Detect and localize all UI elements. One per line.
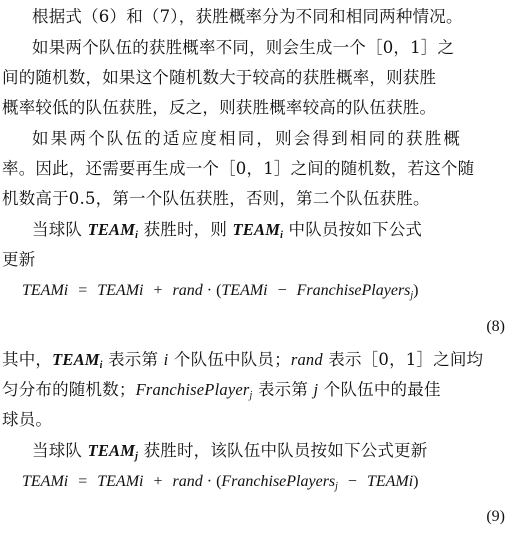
text: 中队员按如下公式: [288, 220, 423, 239]
text: 根据式（6）和（7），获胜概率分为不同和相同两种情况。: [32, 7, 463, 26]
text: 球员。: [2, 410, 53, 429]
text: 更新: [2, 250, 36, 269]
formula-paren: ): [413, 473, 419, 490]
paragraph-6-line-1: [0, 440, 515, 462]
text: 个队伍中队员；: [173, 350, 291, 369]
formula-term: rand: [172, 282, 203, 299]
paragraph-3-line-2: [0, 158, 515, 180]
equation-number-8: (8): [486, 318, 505, 335]
formula-operator: +: [153, 473, 163, 490]
equation-number-9: (9): [486, 508, 505, 525]
formula-term: TEAMi: [97, 473, 144, 490]
paragraph-3-line-3: [0, 188, 515, 210]
paragraph-4-line-2: [0, 249, 515, 271]
formula-operator: =: [78, 473, 88, 490]
team-variable: $TEAM_i$: [232, 220, 284, 241]
formula-operator: −: [347, 473, 357, 490]
team-variable: $TEAM_i$: [87, 220, 139, 241]
paragraph-2-line-1: [0, 37, 515, 59]
text: 表示［0，1］之间均: [328, 350, 484, 369]
formula-term: TEAMi: [22, 282, 69, 299]
formula-term: TEAMi: [97, 282, 144, 299]
formula-term: TEAMi: [221, 282, 268, 299]
text: 当球队: [32, 220, 83, 239]
team-variable: $TEAM_i$: [52, 350, 103, 371]
paragraph-2-line-3: [0, 97, 515, 119]
text: 表示第: [257, 380, 309, 399]
text: 当球队: [32, 441, 83, 460]
text: 个队伍中的最佳: [323, 380, 441, 399]
paragraph-5-line-3: [0, 409, 515, 431]
index-variable: j: [313, 380, 319, 399]
text: 如果两个队伍的适应度相同，则会得到相同的获胜概: [32, 129, 463, 148]
text: 表示第: [108, 350, 159, 369]
paragraph-3-line-1: [0, 128, 515, 150]
franchise-player-variable: FranchisePlayer$_j$: [135, 380, 253, 401]
formula-term: FranchisePlayers$_j$: [221, 473, 338, 492]
paragraph-5-line-1: [0, 349, 515, 371]
formula-operator: +: [153, 282, 163, 299]
text: 概率较低的队伍获胜，反之，则获胜概率较高的队伍获胜。: [2, 98, 437, 117]
formula-operator: −: [277, 282, 287, 299]
text: 获胜时，则: [143, 220, 228, 239]
text: 匀分布的随机数；: [2, 380, 136, 399]
formula-term: rand: [172, 473, 203, 490]
rand-variable: rand: [290, 350, 323, 369]
formula-operator: =: [78, 282, 88, 299]
formula-9: [22, 471, 419, 493]
formula-paren: ): [413, 282, 419, 299]
text: 间的随机数，如果这个随机数大于较高的获胜概率，则获胜: [2, 68, 437, 87]
formula-paren: (: [216, 473, 222, 490]
formula-8: [22, 280, 419, 302]
formula-operator: ·: [206, 473, 213, 490]
text: 如果两个队伍的获胜概率不同，则会生成一个［0，1］之: [32, 38, 455, 57]
formula-term: TEAMi: [366, 473, 414, 490]
text: 率。因此，还需要再生成一个［0，1］之间的随机数，若这个随: [2, 159, 475, 178]
paragraph-5-line-2: [0, 379, 515, 401]
text: 机数高于0.5，第一个队伍获胜，否则，第二个队伍获胜。: [2, 189, 430, 208]
team-variable: $TEAM_j$: [87, 441, 139, 462]
text: 其中，: [2, 350, 53, 369]
formula-term: FranchisePlayers$_j$: [296, 282, 414, 301]
formula-paren: (: [216, 282, 222, 299]
index-variable: i: [163, 350, 169, 369]
formula-term: TEAMi: [22, 473, 69, 490]
paragraph-4-line-1: [0, 219, 515, 241]
paragraph-2-line-2: [0, 67, 515, 89]
text: 获胜时，该队伍中队员按如下公式更新: [143, 441, 428, 460]
paragraph-1-line-1: [0, 6, 515, 28]
formula-operator: ·: [206, 282, 213, 299]
